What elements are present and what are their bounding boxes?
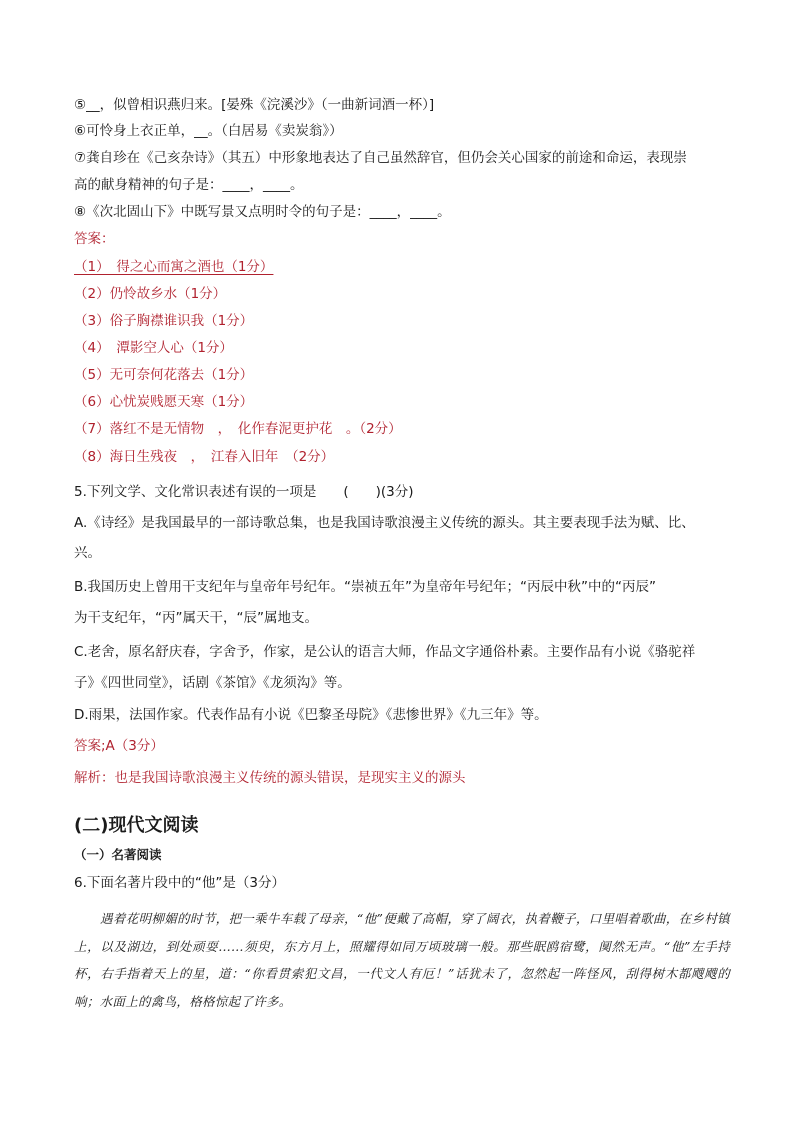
question-6-stem: 6.下面名著片段中的“他”是（3分）	[74, 875, 285, 891]
answer-item-5: （5）无可奈何花落去（1分）	[74, 367, 254, 383]
option-a-line1: A.《诗经》是我国最早的一部诗歌总集，也是我国诗歌浪漫主义传统的源头。其主要表现手法为赋、比、	[74, 515, 695, 531]
answer-item-3: （3）俗子胸襟谁识我（1分）	[74, 313, 254, 329]
question-6-blank: ⑥可怜身上衣正单，__。（白居易《卖炭翁》）	[74, 123, 343, 139]
question-7-line1: ⑦龚自珍在《己亥杂诗》（其五）中形象地表达了自己虽然辞官，但仍会关心国家的前途和命运，表现崇	[74, 150, 687, 166]
question-7-line2: 高的献身精神的句子是：____，____。	[74, 177, 304, 193]
option-c-line1: C.老舍，原名舒庆春，字舍予，作家，是公认的语言大师，作品文字通俗朴素。主要作品有小说《骆驼祥	[74, 644, 696, 660]
answer-item-1: （1） 得之心而寓之酒也（1分）	[74, 259, 274, 275]
question-5-answer: 答案;A（3分）	[74, 738, 164, 754]
question-5-analysis: 解析：也是我国诗歌浪漫主义传统的源头错误，是现实主义的源头	[74, 770, 466, 786]
answer-item-7: （7）落红不是无情物 ， 化作春泥更护花 。（2分）	[74, 421, 402, 437]
answer-item-2: （2）仍怜故乡水（1分）	[74, 286, 227, 302]
option-a-line2: 兴。	[74, 545, 101, 561]
option-b-line2: 为干支纪年，“丙”属天干，“辰”属地支。	[74, 610, 318, 626]
question-5-stem: 5.下列文学、文化常识表述有误的一项是 ( )(3分)	[74, 484, 414, 500]
option-b-line1: B.我国历史上曾用干支纪年与皇帝年号纪年。“崇祯五年”为皇帝年号纪年；“丙辰中秋”中的“丙辰”	[74, 579, 657, 595]
option-d: D.雨果，法国作家。代表作品有小说《巴黎圣母院》《悲惨世界》《九三年》等。	[74, 707, 548, 723]
question-8-blank: ⑧《次北固山下》中既写景又点明时令的句子是：____，____。	[74, 204, 451, 220]
answer-item-4: （4） 潭影空人心（1分）	[74, 340, 233, 356]
answers-label: 答案：	[74, 231, 115, 247]
option-c-line2: 子》《四世同堂》，话剧《茶馆》《龙须沟》等。	[74, 675, 351, 691]
answer-item-8: （8）海日生残夜 ， 江春入旧年 （2分）	[74, 449, 335, 465]
novel-excerpt: 遇着花明柳媚的时节，把一乘牛车载了母亲，“他”便戴了高帽，穿了阔衣，执着鞭子，口里唱着歌曲，在乡村镇上，以及湖边，到处顽耍……须臾，东方月上，照耀得如同万顷玻璃一般。那些眠鸥宿鹭，阒然无声。“他”左手持杯，右手指着天上的星，道：“你看贯索犯文昌，一代文人有厄！”话犹未了，忽然起一阵怪风，刮得树木都飕飕的响；水面上的禽鸟，格格惊起了许多。	[74, 911, 730, 1009]
section-subheading: （一）名著阅读	[74, 847, 162, 862]
answer-item-6: （6）心忧炭贱愿天寒（1分）	[74, 394, 254, 410]
question-5-blank: ⑤__，似曾相识燕归来。[晏殊《浣溪沙》（一曲新词酒一杯）]	[74, 97, 435, 113]
section-heading: (二)现代文阅读	[74, 815, 199, 836]
